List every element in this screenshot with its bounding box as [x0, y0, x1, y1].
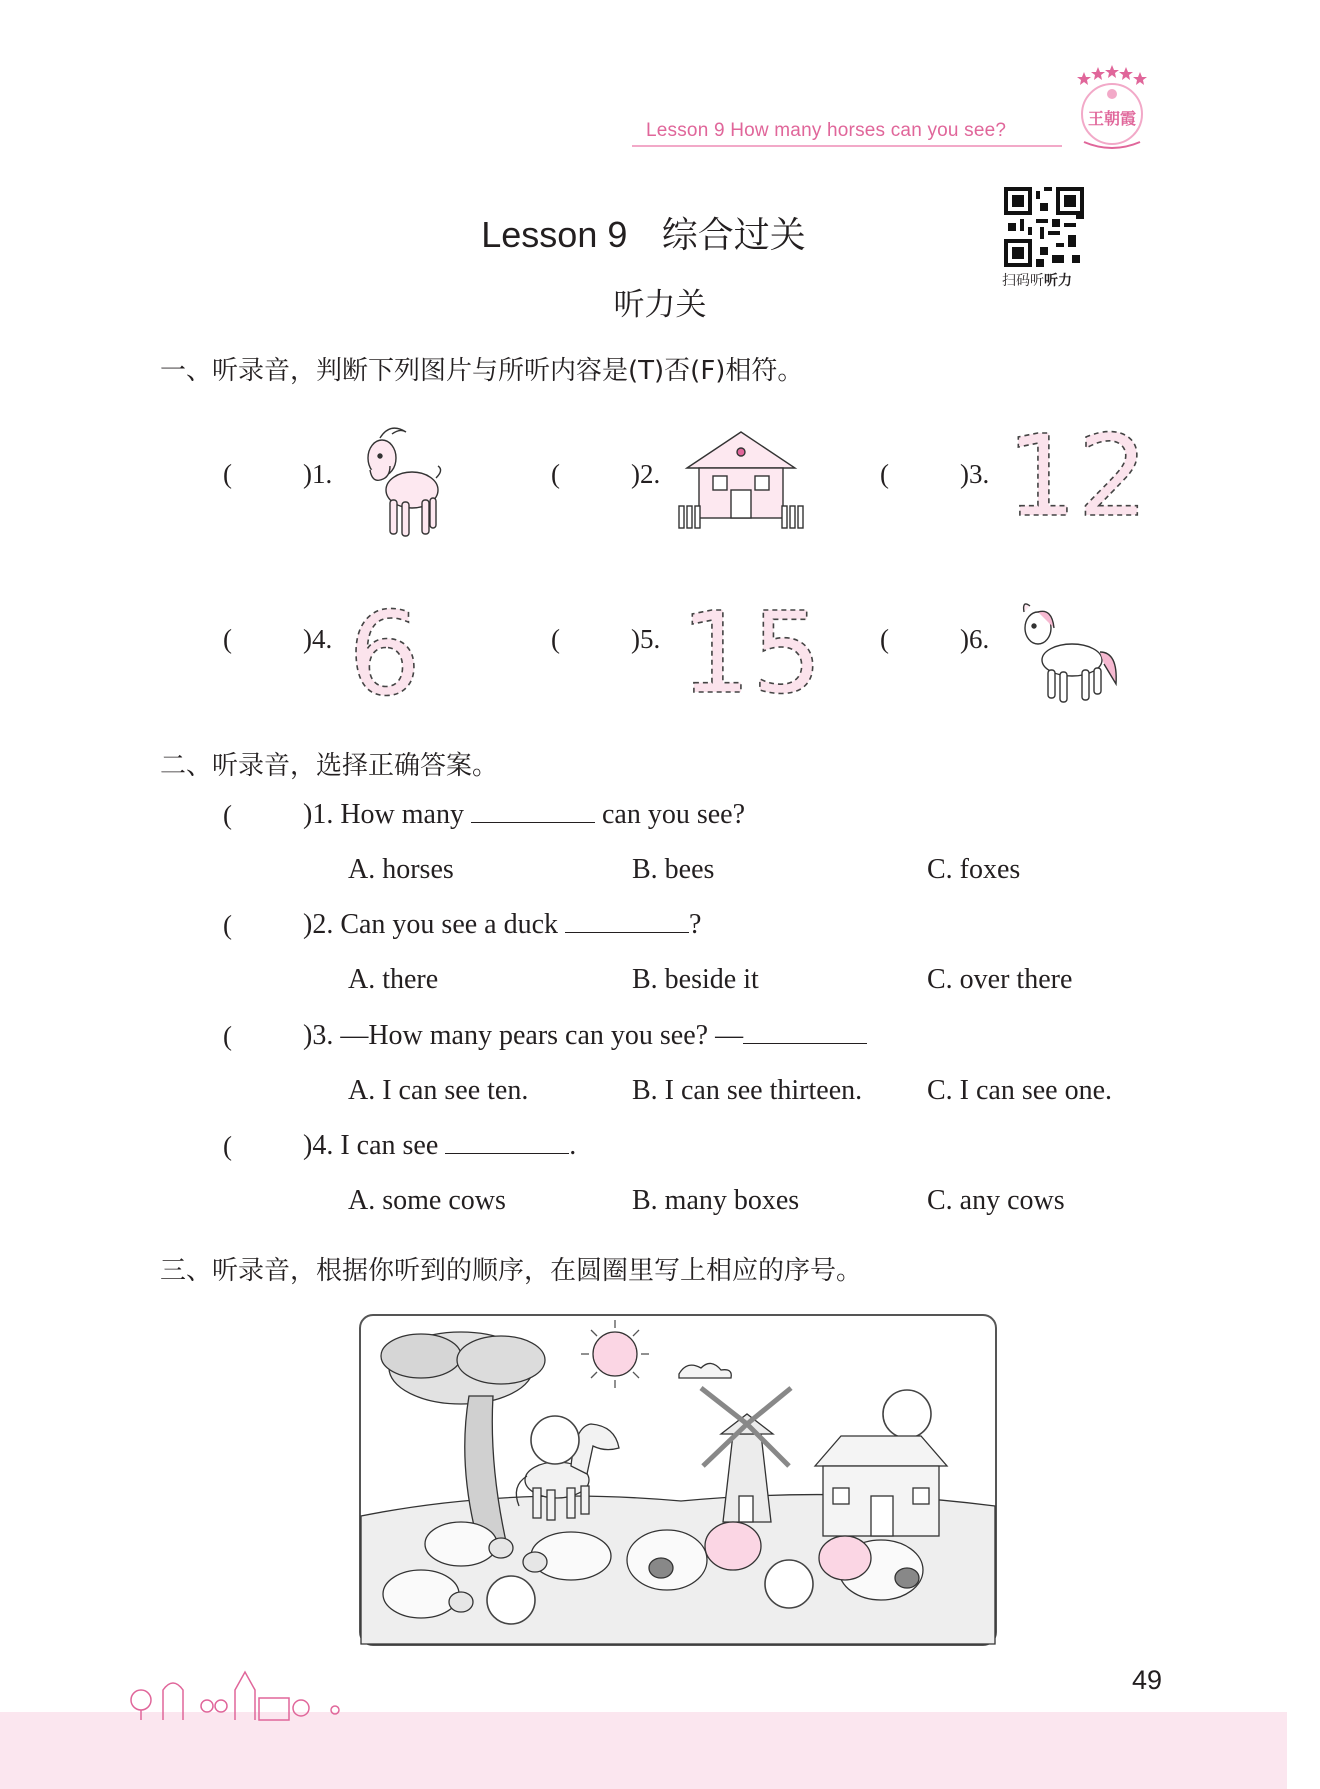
page-number: 49	[1132, 1665, 1163, 1695]
answer-paren-6[interactable]: (	[880, 624, 889, 654]
number-12-picture	[1006, 412, 1149, 542]
answer-blank[interactable]	[565, 912, 689, 933]
answer-paren-2[interactable]: (	[551, 459, 560, 489]
answer-paren-q1[interactable]: (	[223, 800, 232, 830]
qr-label	[1002, 270, 1072, 290]
q4-option-a[interactable]: A. some cows	[348, 1185, 506, 1216]
part3-heading: 三、听录音，根据你听到的顺序，在圆圈里写上相应的序号。	[160, 1256, 863, 1286]
number-15-picture	[680, 589, 823, 719]
q2-option-b[interactable]: B. beside it	[632, 964, 759, 995]
answer-circle	[765, 1560, 813, 1608]
answer-paren-q2[interactable]: (	[223, 910, 232, 940]
q1-option-b[interactable]: B. bees	[632, 854, 715, 885]
header-divider	[632, 145, 1062, 147]
publisher-logo	[1070, 62, 1154, 152]
qr-label-prefix: 扫码听	[1002, 273, 1044, 289]
q4-option-c[interactable]: C. any cows	[927, 1185, 1065, 1216]
part2-heading: 二、听录音，选择正确答案。	[160, 751, 499, 781]
answer-circle	[531, 1416, 579, 1464]
item-number-4: )4.	[303, 624, 333, 654]
number-12-text: 12	[1006, 412, 1149, 542]
q4-option-b[interactable]: B. many boxes	[632, 1185, 800, 1216]
answer-circle	[883, 1390, 931, 1438]
answer-blank[interactable]	[743, 1023, 867, 1044]
number-6-picture	[348, 588, 423, 722]
goat-picture	[350, 420, 445, 549]
farm-scene	[359, 1314, 997, 1646]
farmhouse-picture	[677, 428, 805, 534]
number-6-text: 6	[348, 588, 422, 722]
q1-option-a[interactable]: A. horses	[348, 854, 454, 885]
answer-paren-q3[interactable]: (	[223, 1021, 232, 1051]
answer-paren-q4[interactable]: (	[223, 1131, 232, 1161]
q2-option-c[interactable]: C. over there	[927, 964, 1073, 995]
q1-option-c[interactable]: C. foxes	[927, 854, 1021, 885]
part1-heading: 一、听录音，判断下列图片与所听内容是(T)否(F)相符。	[160, 356, 804, 386]
answer-paren-5[interactable]: (	[551, 624, 560, 654]
answer-paren-3[interactable]: (	[880, 459, 889, 489]
answer-blank[interactable]	[471, 802, 595, 823]
footer-decoration	[125, 1650, 385, 1724]
page-title	[0, 207, 1287, 258]
number-15-text: 15	[680, 589, 823, 719]
item-number-5: )5.	[631, 624, 661, 654]
q3-option-c[interactable]: C. I can see one.	[927, 1075, 1113, 1106]
question-1: )1. How many can you see?	[303, 799, 746, 830]
item-number-3: )3.	[960, 459, 990, 489]
horse-picture	[1012, 598, 1122, 712]
sun-icon	[581, 1320, 649, 1388]
logo-text: 王朝霞	[1087, 109, 1137, 128]
question-4: )4. I can see .	[303, 1130, 577, 1161]
answer-paren-1[interactable]: (	[223, 459, 232, 489]
answer-circle	[487, 1576, 535, 1624]
item-number-2: )2.	[631, 459, 661, 489]
answer-blank[interactable]	[445, 1133, 569, 1154]
q3-option-b[interactable]: B. I can see thirteen.	[632, 1075, 863, 1106]
question-2: )2. Can you see a duck ?	[303, 909, 702, 940]
answer-paren-4[interactable]: (	[223, 624, 232, 654]
title-cn: 综合过关	[661, 215, 806, 256]
running-header: Lesson 9 How many horses can you see?	[646, 120, 1007, 141]
title-lesson: Lesson 9	[481, 214, 628, 255]
item-number-1: )1.	[303, 459, 333, 489]
house-icon	[815, 1436, 947, 1536]
q2-option-a[interactable]: A. there	[348, 964, 439, 995]
page-subtitle: 听力关	[613, 287, 707, 323]
item-number-6: )6.	[960, 624, 990, 654]
q3-option-a[interactable]: A. I can see ten.	[348, 1075, 529, 1106]
question-3: )3. —How many pears can you see? —	[303, 1020, 867, 1052]
qr-label-bold: 听力	[1044, 273, 1072, 289]
qr-code[interactable]	[1004, 187, 1084, 267]
